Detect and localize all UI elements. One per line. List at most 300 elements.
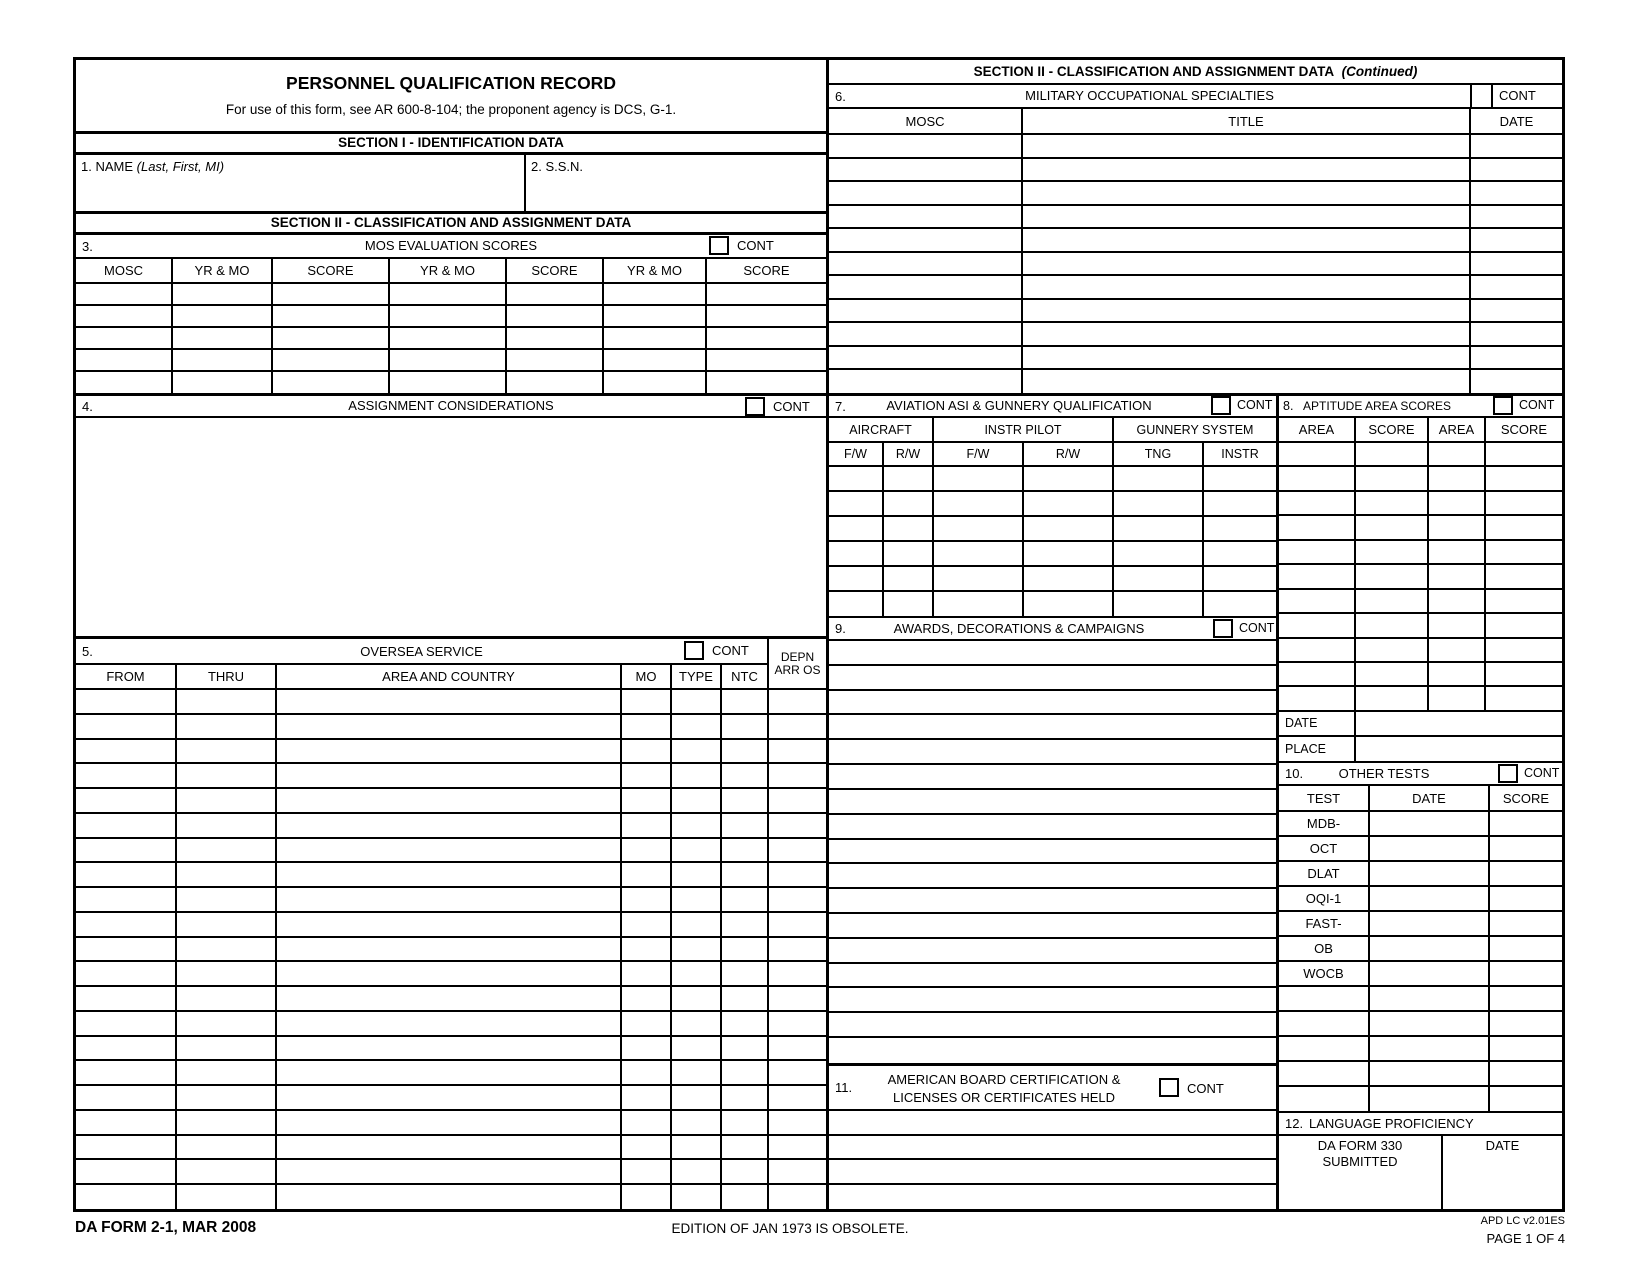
empty-cell[interactable] [621, 1085, 671, 1110]
empty-cell[interactable] [933, 541, 1023, 566]
empty-cell[interactable] [721, 689, 768, 714]
empty-cell[interactable] [172, 283, 272, 305]
empty-cell[interactable] [176, 838, 276, 863]
empty-cell[interactable] [721, 961, 768, 986]
empty-cell[interactable] [671, 1110, 721, 1135]
empty-cell[interactable] [1489, 1036, 1562, 1061]
empty-cell[interactable] [768, 1011, 826, 1036]
empty-cell[interactable] [276, 1159, 621, 1184]
empty-cell[interactable] [829, 205, 1022, 229]
empty-cell[interactable] [76, 349, 172, 371]
empty-cell[interactable] [671, 887, 721, 912]
empty-cell[interactable] [1023, 491, 1113, 516]
empty-cell[interactable] [768, 1184, 826, 1209]
empty-cell[interactable] [76, 961, 176, 986]
empty-cell[interactable] [76, 1110, 176, 1135]
empty-cell[interactable] [671, 986, 721, 1011]
empty-cell[interactable] [1369, 961, 1489, 986]
empty-cell[interactable] [1428, 466, 1485, 490]
empty-cell[interactable] [1470, 158, 1562, 182]
empty-cell[interactable] [1022, 252, 1470, 276]
empty-cell[interactable] [1369, 1036, 1489, 1061]
empty-cell[interactable] [276, 689, 621, 714]
empty-cell[interactable] [1113, 466, 1203, 491]
empty-cell[interactable] [621, 937, 671, 962]
empty-cell[interactable] [621, 1184, 671, 1209]
empty-cell[interactable] [1428, 613, 1485, 637]
empty-cell[interactable] [829, 252, 1022, 276]
empty-cell[interactable] [389, 371, 506, 393]
empty-cell[interactable] [721, 739, 768, 764]
empty-cell[interactable] [272, 327, 389, 349]
empty-cell[interactable] [768, 739, 826, 764]
empty-cell[interactable] [671, 1135, 721, 1160]
empty-cell[interactable] [829, 466, 883, 491]
empty-cell[interactable] [389, 327, 506, 349]
empty-cell[interactable] [768, 1159, 826, 1184]
empty-cell[interactable] [506, 349, 603, 371]
empty-cell[interactable] [1279, 540, 1355, 564]
empty-cell[interactable] [768, 1135, 826, 1160]
empty-cell[interactable] [76, 1011, 176, 1036]
empty-cell[interactable] [76, 1060, 176, 1085]
empty-cell[interactable] [1428, 515, 1485, 539]
empty-cell[interactable] [276, 714, 621, 739]
empty-cell[interactable] [276, 788, 621, 813]
empty-cell[interactable] [1355, 540, 1428, 564]
empty-cell[interactable] [1489, 861, 1562, 886]
empty-cell[interactable] [1355, 662, 1428, 686]
empty-cell[interactable] [721, 714, 768, 739]
empty-cell[interactable] [176, 887, 276, 912]
empty-cell[interactable] [1113, 541, 1203, 566]
empty-cell[interactable] [76, 788, 176, 813]
empty-cell[interactable] [706, 327, 826, 349]
empty-cell[interactable] [76, 937, 176, 962]
empty-cell[interactable] [1355, 638, 1428, 662]
date-cell[interactable]: DATE [1485, 1138, 1520, 1153]
empty-cell[interactable] [1279, 466, 1355, 490]
empty-cell[interactable] [176, 912, 276, 937]
cont-checkbox-section10[interactable] [1498, 764, 1518, 783]
empty-cell[interactable] [1355, 589, 1428, 613]
empty-cell[interactable] [272, 349, 389, 371]
empty-row[interactable] [829, 790, 1276, 815]
empty-cell[interactable] [1428, 491, 1485, 515]
empty-cell[interactable] [1489, 1061, 1562, 1086]
empty-cell[interactable] [1485, 466, 1562, 490]
empty-cell[interactable] [1369, 911, 1489, 936]
empty-cell[interactable] [76, 813, 176, 838]
empty-cell[interactable] [621, 813, 671, 838]
empty-cell[interactable] [603, 327, 706, 349]
empty-cell[interactable] [172, 305, 272, 327]
empty-cell[interactable] [1470, 205, 1562, 229]
empty-row[interactable] [829, 864, 1276, 889]
empty-cell[interactable] [1428, 638, 1485, 662]
empty-cell[interactable] [671, 961, 721, 986]
empty-cell[interactable] [768, 763, 826, 788]
empty-cell[interactable] [176, 961, 276, 986]
empty-cell[interactable] [1489, 886, 1562, 911]
empty-cell[interactable] [176, 714, 276, 739]
empty-cell[interactable] [1279, 1011, 1369, 1036]
empty-row[interactable] [829, 1136, 1276, 1161]
empty-cell[interactable] [1203, 466, 1276, 491]
ssn-field[interactable] [526, 155, 826, 211]
empty-cell[interactable] [1113, 566, 1203, 591]
empty-cell[interactable] [1428, 589, 1485, 613]
empty-cell[interactable] [176, 1110, 276, 1135]
empty-cell[interactable] [1489, 936, 1562, 961]
empty-cell[interactable] [721, 788, 768, 813]
empty-cell[interactable] [829, 134, 1022, 158]
empty-cell[interactable] [1369, 936, 1489, 961]
empty-cell[interactable] [1355, 442, 1428, 466]
empty-cell[interactable] [176, 862, 276, 887]
empty-cell[interactable] [829, 591, 883, 616]
empty-cell[interactable] [883, 466, 933, 491]
empty-cell[interactable] [721, 1011, 768, 1036]
empty-cell[interactable] [76, 739, 176, 764]
empty-row[interactable] [829, 1111, 1276, 1136]
empty-cell[interactable] [603, 371, 706, 393]
empty-cell[interactable] [671, 689, 721, 714]
empty-cell[interactable] [621, 1060, 671, 1085]
empty-cell[interactable] [389, 349, 506, 371]
empty-cell[interactable] [506, 327, 603, 349]
empty-cell[interactable] [829, 299, 1022, 323]
cont-checkbox-section6[interactable] [1470, 85, 1493, 107]
empty-cell[interactable] [829, 491, 883, 516]
empty-cell[interactable] [276, 961, 621, 986]
empty-cell[interactable] [389, 305, 506, 327]
cont-checkbox-section4[interactable] [745, 397, 765, 416]
empty-cell[interactable] [1485, 442, 1562, 466]
empty-row[interactable] [829, 740, 1276, 765]
empty-cell[interactable] [276, 1036, 621, 1061]
empty-cell[interactable] [671, 714, 721, 739]
empty-cell[interactable] [768, 1110, 826, 1135]
empty-cell[interactable] [621, 1036, 671, 1061]
empty-cell[interactable] [1369, 861, 1489, 886]
empty-cell[interactable] [621, 862, 671, 887]
empty-cell[interactable] [933, 566, 1023, 591]
empty-cell[interactable] [621, 838, 671, 863]
empty-cell[interactable] [721, 763, 768, 788]
empty-cell[interactable] [1203, 566, 1276, 591]
empty-row[interactable] [829, 765, 1276, 790]
empty-cell[interactable] [768, 1060, 826, 1085]
empty-cell[interactable] [671, 739, 721, 764]
empty-cell[interactable] [176, 689, 276, 714]
empty-cell[interactable] [1428, 442, 1485, 466]
empty-cell[interactable] [176, 1060, 276, 1085]
empty-cell[interactable] [1485, 686, 1562, 710]
empty-cell[interactable] [1279, 986, 1369, 1011]
assignment-considerations-input-area[interactable] [76, 418, 826, 636]
name-field[interactable] [76, 155, 526, 211]
empty-cell[interactable] [176, 1011, 276, 1036]
empty-cell[interactable] [829, 228, 1022, 252]
empty-cell[interactable] [272, 305, 389, 327]
empty-row[interactable] [829, 1013, 1276, 1038]
empty-cell[interactable] [1470, 228, 1562, 252]
empty-cell[interactable] [276, 887, 621, 912]
empty-cell[interactable] [76, 283, 172, 305]
empty-cell[interactable] [1023, 566, 1113, 591]
empty-cell[interactable] [1279, 564, 1355, 588]
empty-cell[interactable] [621, 986, 671, 1011]
empty-cell[interactable] [768, 838, 826, 863]
empty-cell[interactable] [176, 739, 276, 764]
empty-cell[interactable] [1022, 158, 1470, 182]
empty-cell[interactable] [1022, 369, 1470, 393]
empty-cell[interactable] [176, 1085, 276, 1110]
empty-cell[interactable] [933, 516, 1023, 541]
empty-cell[interactable] [1203, 591, 1276, 616]
empty-cell[interactable] [76, 371, 172, 393]
empty-cell[interactable] [1369, 1061, 1489, 1086]
empty-cell[interactable] [883, 516, 933, 541]
cont-checkbox-section9[interactable] [1213, 619, 1233, 638]
empty-row[interactable] [829, 1038, 1276, 1063]
da-form-330-submitted-cell[interactable]: DA FORM 330 SUBMITTED [1279, 1136, 1442, 1209]
empty-cell[interactable] [1485, 638, 1562, 662]
empty-cell[interactable] [671, 912, 721, 937]
empty-cell[interactable] [768, 862, 826, 887]
empty-cell[interactable] [76, 862, 176, 887]
empty-cell[interactable] [768, 887, 826, 912]
empty-cell[interactable] [933, 591, 1023, 616]
empty-cell[interactable] [721, 838, 768, 863]
empty-cell[interactable] [768, 1036, 826, 1061]
empty-cell[interactable] [621, 961, 671, 986]
empty-cell[interactable] [276, 1060, 621, 1085]
empty-cell[interactable] [1279, 1036, 1369, 1061]
empty-cell[interactable] [1203, 491, 1276, 516]
empty-cell[interactable] [829, 566, 883, 591]
empty-cell[interactable] [621, 763, 671, 788]
cont-checkbox-section11[interactable] [1159, 1078, 1179, 1097]
empty-cell[interactable] [1279, 613, 1355, 637]
empty-cell[interactable] [389, 283, 506, 305]
empty-cell[interactable] [176, 986, 276, 1011]
empty-row[interactable] [829, 914, 1276, 939]
empty-cell[interactable] [671, 1184, 721, 1209]
empty-cell[interactable] [721, 1036, 768, 1061]
empty-cell[interactable] [276, 813, 621, 838]
empty-cell[interactable] [1113, 491, 1203, 516]
empty-cell[interactable] [1279, 662, 1355, 686]
empty-cell[interactable] [1485, 515, 1562, 539]
empty-cell[interactable] [1489, 836, 1562, 861]
empty-cell[interactable] [829, 158, 1022, 182]
empty-cell[interactable] [721, 1159, 768, 1184]
empty-row[interactable] [829, 641, 1276, 666]
empty-cell[interactable] [76, 1036, 176, 1061]
empty-cell[interactable] [1369, 836, 1489, 861]
empty-cell[interactable] [1203, 516, 1276, 541]
empty-cell[interactable] [671, 1159, 721, 1184]
empty-cell[interactable] [721, 813, 768, 838]
empty-row[interactable] [829, 666, 1276, 691]
empty-cell[interactable] [1470, 369, 1562, 393]
empty-cell[interactable] [1022, 228, 1470, 252]
empty-cell[interactable] [1489, 1086, 1562, 1111]
empty-cell[interactable] [1485, 589, 1562, 613]
empty-row[interactable] [829, 815, 1276, 840]
empty-cell[interactable] [1355, 686, 1428, 710]
empty-cell[interactable] [176, 1135, 276, 1160]
empty-cell[interactable] [176, 1036, 276, 1061]
empty-cell[interactable] [706, 283, 826, 305]
empty-cell[interactable] [1470, 252, 1562, 276]
empty-cell[interactable] [1279, 1061, 1369, 1086]
empty-cell[interactable] [768, 788, 826, 813]
empty-cell[interactable] [1470, 346, 1562, 370]
cont-checkbox-section8[interactable] [1493, 396, 1513, 415]
empty-cell[interactable] [621, 689, 671, 714]
empty-cell[interactable] [1022, 134, 1470, 158]
empty-cell[interactable] [1279, 589, 1355, 613]
empty-cell[interactable] [172, 349, 272, 371]
empty-cell[interactable] [1023, 466, 1113, 491]
empty-cell[interactable] [1022, 299, 1470, 323]
empty-cell[interactable] [76, 838, 176, 863]
empty-cell[interactable] [76, 1184, 176, 1209]
empty-cell[interactable] [829, 346, 1022, 370]
empty-row[interactable] [829, 715, 1276, 740]
empty-cell[interactable] [621, 1011, 671, 1036]
empty-cell[interactable] [1428, 540, 1485, 564]
empty-cell[interactable] [1022, 181, 1470, 205]
empty-cell[interactable] [276, 838, 621, 863]
empty-cell[interactable] [1470, 134, 1562, 158]
empty-cell[interactable] [768, 689, 826, 714]
empty-cell[interactable] [1485, 564, 1562, 588]
empty-cell[interactable] [1470, 299, 1562, 323]
empty-cell[interactable] [76, 1159, 176, 1184]
empty-cell[interactable] [76, 986, 176, 1011]
empty-cell[interactable] [1355, 466, 1428, 490]
empty-cell[interactable] [1489, 911, 1562, 936]
empty-cell[interactable] [272, 371, 389, 393]
empty-cell[interactable] [1489, 961, 1562, 986]
empty-cell[interactable] [76, 912, 176, 937]
empty-cell[interactable] [671, 937, 721, 962]
empty-cell[interactable] [721, 912, 768, 937]
empty-cell[interactable] [883, 591, 933, 616]
empty-cell[interactable] [1279, 491, 1355, 515]
empty-cell[interactable] [1489, 811, 1562, 836]
empty-cell[interactable] [621, 1135, 671, 1160]
empty-row[interactable] [829, 1160, 1276, 1185]
empty-cell[interactable] [76, 327, 172, 349]
empty-cell[interactable] [176, 788, 276, 813]
empty-cell[interactable] [1279, 515, 1355, 539]
empty-cell[interactable] [603, 349, 706, 371]
empty-cell[interactable] [829, 275, 1022, 299]
date-value-cell[interactable] [1355, 711, 1562, 736]
empty-cell[interactable] [1428, 662, 1485, 686]
empty-cell[interactable] [933, 491, 1023, 516]
empty-cell[interactable] [176, 763, 276, 788]
empty-cell[interactable] [829, 541, 883, 566]
empty-cell[interactable] [706, 349, 826, 371]
empty-cell[interactable] [671, 1060, 721, 1085]
empty-cell[interactable] [1355, 564, 1428, 588]
empty-row[interactable] [829, 964, 1276, 989]
empty-cell[interactable] [671, 1085, 721, 1110]
empty-cell[interactable] [621, 887, 671, 912]
empty-cell[interactable] [172, 371, 272, 393]
empty-cell[interactable] [768, 986, 826, 1011]
empty-cell[interactable] [829, 516, 883, 541]
empty-cell[interactable] [276, 1085, 621, 1110]
empty-cell[interactable] [1369, 1011, 1489, 1036]
empty-cell[interactable] [721, 1110, 768, 1135]
empty-row[interactable] [829, 1185, 1276, 1210]
empty-cell[interactable] [172, 327, 272, 349]
empty-cell[interactable] [1470, 322, 1562, 346]
empty-cell[interactable] [721, 937, 768, 962]
empty-cell[interactable] [276, 937, 621, 962]
cont-checkbox-section5[interactable] [684, 641, 704, 660]
empty-cell[interactable] [829, 181, 1022, 205]
empty-cell[interactable] [768, 714, 826, 739]
empty-cell[interactable] [1279, 442, 1355, 466]
empty-cell[interactable] [768, 961, 826, 986]
empty-cell[interactable] [1369, 1086, 1489, 1111]
empty-cell[interactable] [1428, 686, 1485, 710]
empty-cell[interactable] [276, 1011, 621, 1036]
empty-cell[interactable] [721, 1085, 768, 1110]
empty-cell[interactable] [721, 986, 768, 1011]
empty-cell[interactable] [671, 838, 721, 863]
empty-cell[interactable] [76, 1135, 176, 1160]
empty-cell[interactable] [1279, 686, 1355, 710]
empty-cell[interactable] [76, 714, 176, 739]
empty-cell[interactable] [176, 1159, 276, 1184]
empty-cell[interactable] [1428, 564, 1485, 588]
empty-cell[interactable] [1022, 322, 1470, 346]
empty-cell[interactable] [1023, 541, 1113, 566]
empty-cell[interactable] [603, 283, 706, 305]
empty-row[interactable] [829, 840, 1276, 865]
empty-cell[interactable] [1485, 662, 1562, 686]
empty-cell[interactable] [621, 1110, 671, 1135]
empty-cell[interactable] [1485, 613, 1562, 637]
empty-cell[interactable] [506, 283, 603, 305]
empty-cell[interactable] [1485, 540, 1562, 564]
place-value-cell[interactable] [1355, 736, 1562, 761]
empty-cell[interactable] [176, 937, 276, 962]
empty-cell[interactable] [1355, 491, 1428, 515]
empty-cell[interactable] [621, 912, 671, 937]
empty-cell[interactable] [276, 739, 621, 764]
empty-cell[interactable] [76, 1085, 176, 1110]
empty-cell[interactable] [883, 566, 933, 591]
empty-cell[interactable] [76, 305, 172, 327]
empty-cell[interactable] [1355, 613, 1428, 637]
empty-cell[interactable] [671, 862, 721, 887]
empty-cell[interactable] [671, 763, 721, 788]
empty-row[interactable] [829, 889, 1276, 914]
empty-cell[interactable] [1113, 516, 1203, 541]
empty-cell[interactable] [1022, 346, 1470, 370]
empty-cell[interactable] [506, 371, 603, 393]
